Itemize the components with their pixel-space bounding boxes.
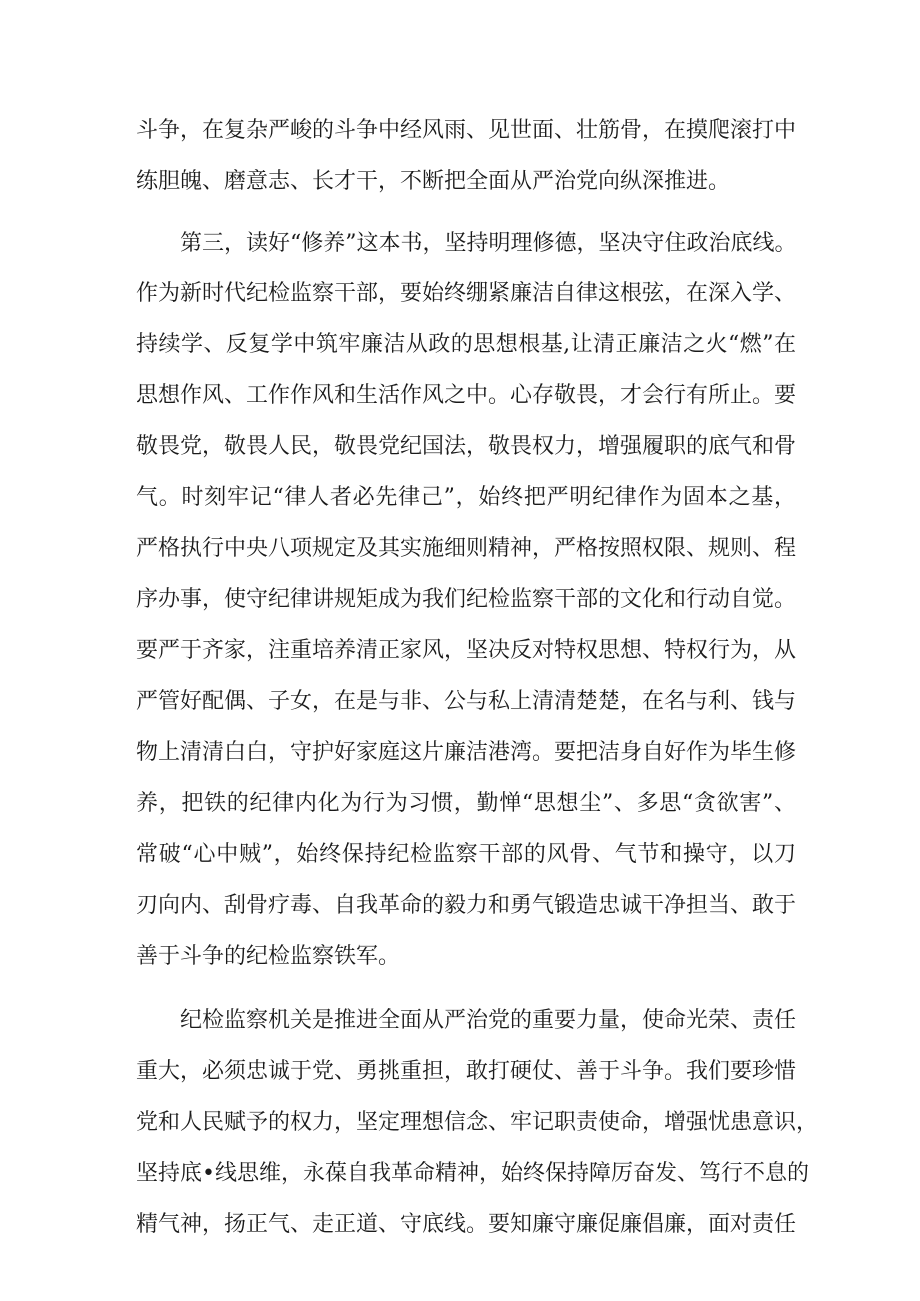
- paragraph-2-line-3: 持续学、反复学中筑牢廉洁从政的思想根基,让清正廉洁之火“燃”在: [136, 332, 796, 357]
- paragraph-2-line-13: 常破“心中贼”，始终保持纪检监察干部的风骨、气节和操守，以刀: [136, 842, 796, 867]
- paragraph-3-line-1: 纪检监察机关是推进全面从严治党的重要力量，使命光荣、责任: [180, 1008, 797, 1033]
- paragraph-2-line-8: 序办事，使守纪律讲规矩成为我们纪检监察干部的文化和行动自觉。: [136, 587, 797, 612]
- paragraph-2-line-9: 要严于齐家，注重培养清正家风，坚决反对特权思想、特权行为，从: [136, 638, 797, 663]
- paragraph-2-line-4: 思想作风、工作作风和生活作风之中。心存敬畏，才会行有所止。要: [136, 383, 797, 408]
- paragraph-2-line-1: 第三，读好“修养”这本书，坚持明理修德，坚决守住政治底线。: [180, 231, 797, 256]
- paragraph-2-line-11: 物上清清白白，守护好家庭这片廉洁港湾。要把洁身自好作为毕生修: [136, 740, 797, 765]
- paragraph-2-line-7: 严格执行中央八项规定及其实施细则精神，严格按照权限、规则、程: [136, 536, 797, 561]
- paragraph-2-line-12: 养，把铁的纪律内化为行为习惯，勤惮“思想尘”、多思“贪欲害”、: [136, 791, 796, 816]
- paragraph-1-line-1: 斗争，在复杂严峻的斗争中经风雨、见世面、壮筋骨，在摸爬滚打中: [136, 118, 797, 143]
- paragraph-3-line-5: 精气神，扬正气、走正道、守底线。要知廉守廉促廉倡廉，面对责任: [136, 1212, 797, 1237]
- paragraph-2-line-2: 作为新时代纪检监察干部，要始终绷紧廉洁自律这根弦，在深入学、: [136, 281, 797, 306]
- paragraph-3-line-2: 重大，必须忠诚于党、勇挑重担，敢打硬仗、善于斗争。我们要珍惜: [136, 1059, 797, 1084]
- paragraph-3-line-4: 坚持底•线思维，永葆自我革命精神，始终保持障厉奋发、笃行不息的: [136, 1161, 809, 1186]
- paragraph-1-line-2: 练胆魄、磨意志、长才干，不断把全面从严治党向纵深推进。: [136, 169, 731, 194]
- paragraph-2-line-6: 气。时刻牢记“律人者必先律己”，始终把严明纪律作为固本之基，: [136, 485, 796, 510]
- paragraph-2-line-14: 刃向内、刮骨疗毒、自我革命的毅力和勇气锻造忠诚干净担当、敢于: [136, 893, 797, 918]
- paragraph-2-line-5: 敬畏党，敬畏人民，敬畏党纪国法，敬畏权力，增强履职的底气和骨: [136, 434, 797, 459]
- paragraph-3-line-3: 党和人民赋予的权力，坚定理想信念、牢记职责使命，增强忧患意识，: [136, 1110, 819, 1135]
- paragraph-2-line-15: 善于斗争的纪检监察铁军。: [136, 944, 401, 969]
- paragraph-2-line-10: 严管好配偶、子女，在是与非、公与私上清清楚楚，在名与利、钱与: [136, 689, 797, 714]
